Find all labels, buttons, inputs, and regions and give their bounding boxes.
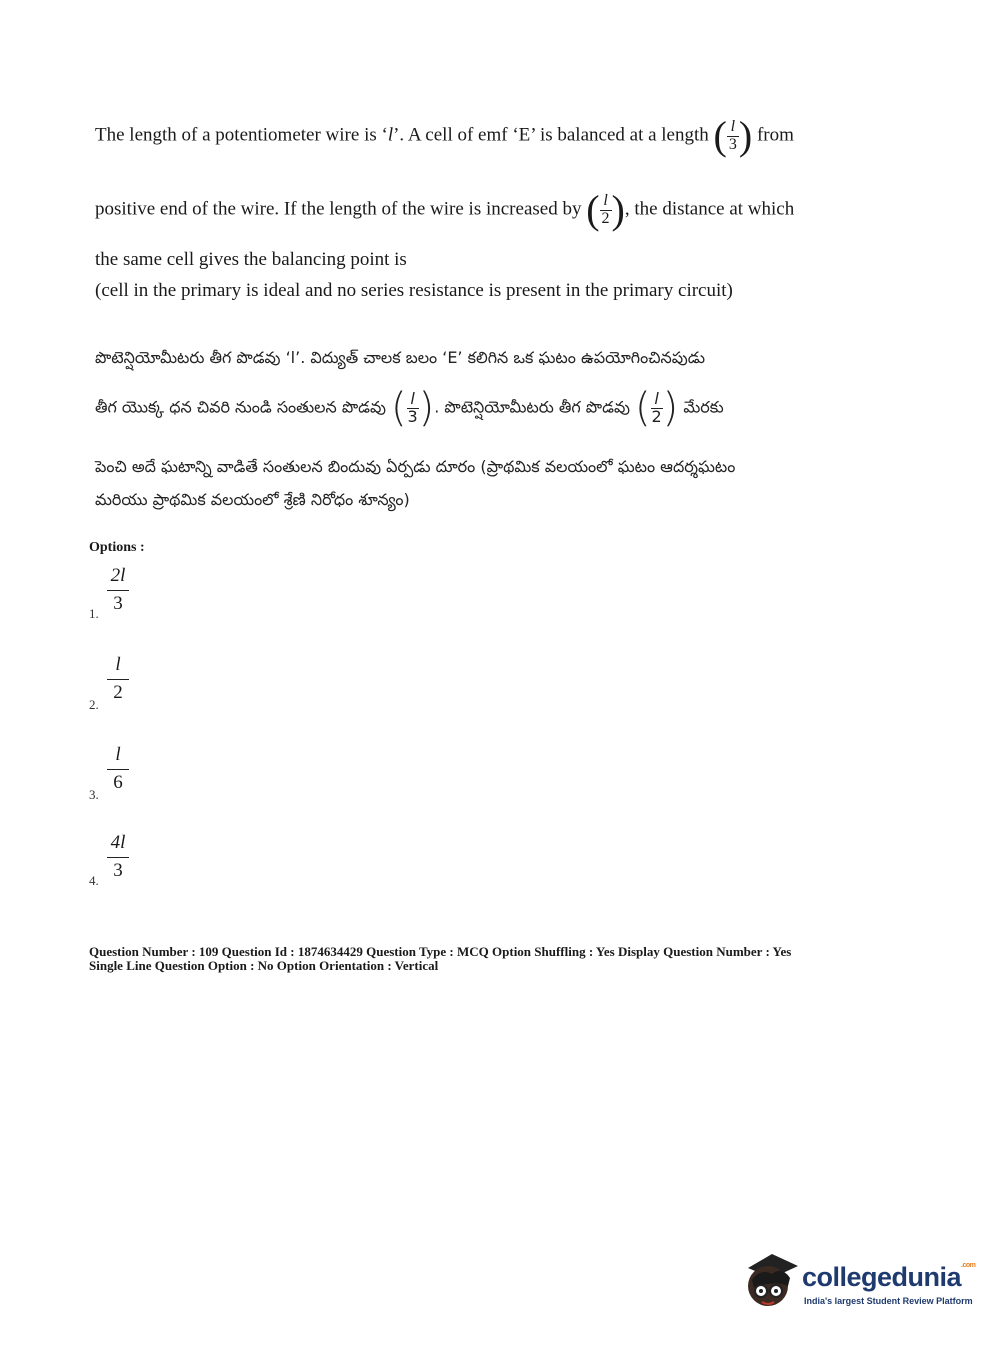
options-label: Options :: [89, 540, 145, 555]
fraction-l-over-2: ( $\frac{l}{2}$ ): [586, 187, 625, 232]
logo-name: collegedunia: [802, 1262, 962, 1292]
option-number: 3.: [89, 787, 99, 802]
question-en-line4: (cell in the primary is ideal and no series resistance is present in the primary circuit): [95, 280, 733, 301]
option-number: 1.: [89, 606, 99, 621]
fraction-l-over-3: ( $\frac{l}{3}$ ): [713, 113, 753, 158]
option-fraction: l 6: [107, 745, 129, 794]
option-number: 4.: [89, 873, 99, 888]
question-te-line4: మరియు ప్రాథమిక వలయంలో శ్రేణి నిరోధం శూన్యం): [95, 490, 410, 509]
question-te-line2: తీగ యొక్క ధన చివరి నుండి సంతులన పొడవు ( $\frac{l}{3}$ ) . పొటెన్షియోమీటరు తీగ పొడవు ( $\frac{l}{2}$ ) మేరకు: [95, 385, 724, 431]
question-en-line3: the same cell gives the balancing point is: [95, 249, 407, 270]
question-meta-line1: Question Number : 109 Question Id : 1874634429 Question Type : MCQ Option Shuffling : Yes Display Question Number : Yes: [89, 944, 792, 959]
option-number: 2.: [89, 697, 99, 712]
option-fraction: 2l 3: [107, 566, 129, 615]
question-en-line1: The length of a potentiometer wire is ‘l’. A cell of emf ‘E’ is balanced at a length ( $\frac{l}{3}$ ) from: [95, 113, 794, 158]
option-fraction: l 2: [107, 655, 129, 704]
mascot-icon: [742, 1250, 800, 1312]
logo-tagline: India's largest Student Review Platform: [804, 1296, 973, 1306]
question-te-line3: పెంచి అదే ఘటాన్ని వాడితే సంతులన బిందువు ఏర్పడు దూరం (ప్రాథమిక వలయంలో ఘటం ఆదర్శఘటం: [95, 457, 736, 476]
logo-suffix: .com: [961, 1262, 976, 1269]
fraction-te-l-over-3: ( $\frac{l}{3}$ ): [391, 385, 435, 431]
option-fraction: 4l 3: [107, 833, 129, 882]
fraction-te-l-over-2: ( $\frac{l}{2}$ ): [635, 385, 679, 431]
collegedunia-logo: [742, 1248, 976, 1318]
question-te-line1: పొటెన్షియోమీటరు తీగ పొడవు ‘l’. విద్యుత్ చాలక బలం ‘E’ కలిగిన ఒక ఘటం ఉపయోగించినపుడు: [95, 348, 706, 367]
question-en-line2: positive end of the wire. If the length of the wire is increased by ( $\frac{l}{2}$ ) , the distance at which: [95, 187, 795, 232]
question-meta-line2: Single Line Question Option : No Option Orientation : Vertical: [89, 958, 439, 973]
